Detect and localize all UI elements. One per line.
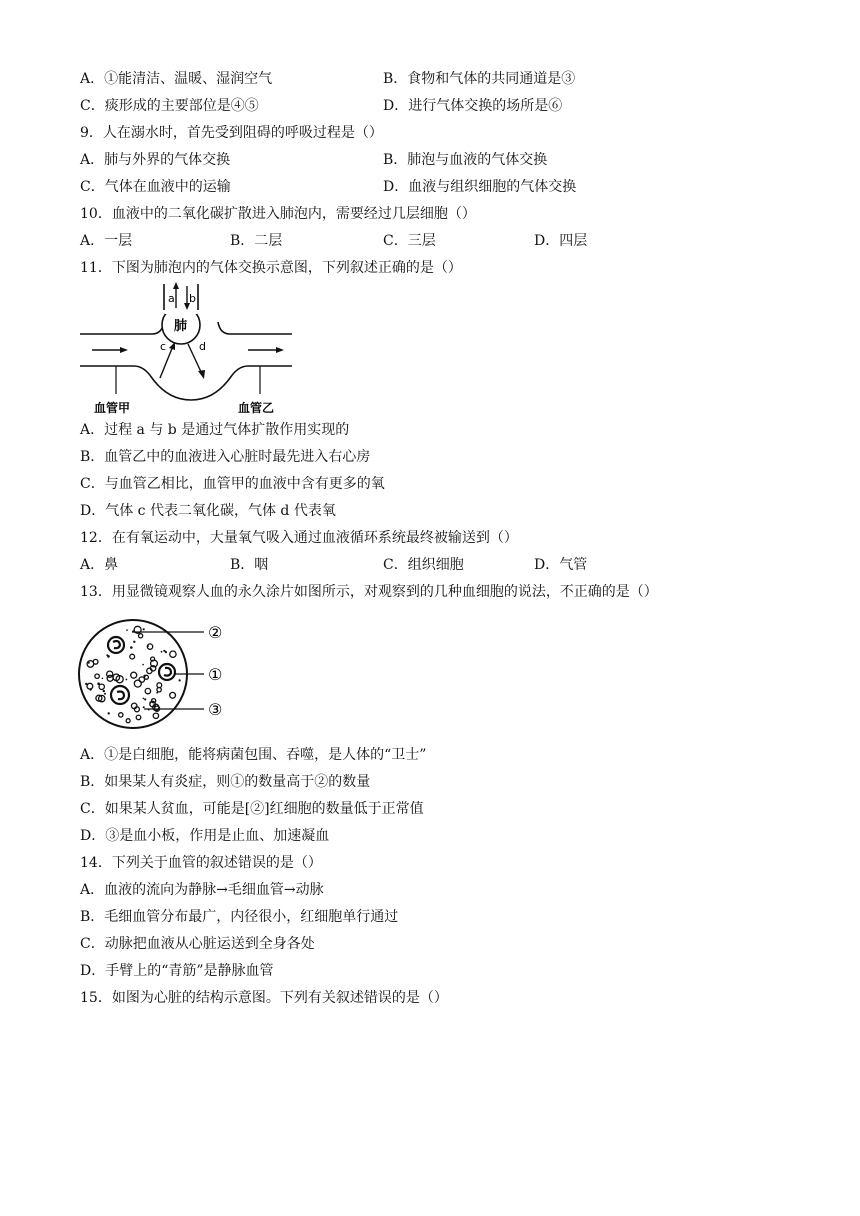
q11-option-b: B．血管乙中的血液进入心脏时最先进入右心房: [80, 449, 371, 465]
q10-option-a: A．一层: [80, 233, 133, 249]
label-lung: 肺: [174, 319, 188, 334]
q10-option-d: D．四层: [534, 233, 588, 249]
label-a: a: [168, 292, 175, 305]
q14-option-b-row: [0, 905, 860, 929]
q14-option-c: C．动脉把血液从心脏运送到全身各处: [80, 936, 315, 952]
q10-stem-row: [0, 202, 860, 226]
q10-option-c: C．三层: [383, 233, 436, 249]
platelet: [144, 698, 146, 700]
q9-stem-row: [0, 121, 860, 145]
label-2: ②: [208, 623, 223, 642]
q13-option-c-row: [0, 797, 860, 821]
platelet: [97, 682, 100, 685]
platelet: [155, 706, 157, 708]
q14-option-d: D．手臂上的“青筋”是静脉血管: [80, 963, 274, 979]
q11-option-d-row: [0, 499, 860, 523]
q9-stem: 9．人在溺水时，首先受到阻碍的呼吸过程是（）: [80, 125, 383, 141]
platelet: [179, 679, 181, 681]
platelet: [103, 690, 105, 692]
q11-option-a: A．过程 a 与 b 是通过气体扩散作用实现的: [80, 422, 350, 438]
label-3: ③: [208, 700, 223, 719]
q9-row-ab: [0, 148, 860, 172]
q11-stem: 11．下图为肺泡内的气体交换示意图，下列叙述正确的是（）: [80, 260, 462, 276]
platelet: [107, 655, 110, 658]
platelet: [143, 706, 145, 708]
platelet: [156, 692, 158, 694]
q12-option-d: D．气管: [534, 557, 588, 573]
q14-option-d-row: [0, 959, 860, 983]
q8-row-cd: [0, 94, 860, 118]
q13-option-a-row: [0, 743, 860, 767]
q11-option-c-row: [0, 472, 860, 496]
q10-stem: 10．血液中的二氧化碳扩散进入肺泡内，需要经过几层细胞（）: [80, 206, 476, 222]
q14-option-b: B．毛细血管分布最广，内径很小，红细胞单行通过: [80, 909, 399, 925]
q13-stem-row: [0, 580, 860, 604]
q14-stem: 14．下列关于血管的叙述错误的是（）: [80, 855, 322, 871]
platelet: [143, 628, 145, 630]
q13-option-a: A．①是白细胞，能将病菌包围、吞噬，是人体的“卫士”: [80, 747, 427, 763]
q11-option-d: D．气体 c 代表二氧化碳，气体 d 代表氧: [80, 503, 336, 519]
label-vessel-b: 血管乙: [238, 401, 275, 415]
q11-option-a-row: [0, 418, 860, 442]
platelet: [143, 675, 145, 677]
q11-option-c: C．与血管乙相比，血管甲的血液中含有更多的氧: [80, 476, 385, 492]
q9-option-b: B．肺泡与血液的气体交换: [383, 152, 548, 168]
q8-option-c: C．痰形成的主要部位是④⑤: [80, 98, 259, 114]
q13-option-b: B．如果某人有炎症，则①的数量高于②的数量: [80, 774, 371, 790]
q13-option-b-row: [0, 770, 860, 794]
q12-option-c: C．组织细胞: [383, 557, 464, 573]
label-d: d: [199, 340, 206, 353]
alveolus-gas-exchange-diagram: [78, 282, 294, 418]
platelet: [126, 679, 128, 681]
q15-stem-row: [0, 986, 860, 1010]
q9-row-cd: [0, 175, 860, 199]
q14-option-a-row: [0, 878, 860, 902]
platelet: [143, 698, 145, 700]
platelet: [90, 688, 92, 690]
blood-smear-diagram: [78, 612, 238, 742]
q13-option-d: D．③是血小板，作用是止血、加速凝血: [80, 828, 330, 844]
q12-stem-row: [0, 526, 860, 550]
platelet: [130, 646, 133, 649]
platelet: [149, 702, 151, 704]
q8-option-a: A．①能清洁、温暖、湿润空气: [80, 71, 273, 87]
platelet: [85, 683, 87, 685]
label-vessel-a: 血管甲: [94, 401, 131, 415]
platelet: [148, 645, 150, 647]
platelet: [108, 712, 110, 714]
q14-stem-row: [0, 851, 860, 875]
q9-option-c: C．气体在血液中的运输: [80, 179, 231, 195]
label-c: c: [160, 340, 167, 353]
label-1: ①: [208, 665, 223, 684]
platelet: [102, 678, 104, 680]
platelet: [88, 662, 90, 664]
q9-option-a: A．肺与外界的气体交换: [80, 152, 231, 168]
q13-option-c: C．如果某人贫血，可能是[②]红细胞的数量低于正常值: [80, 801, 424, 817]
platelet: [126, 629, 128, 631]
q10-option-b: B．二层: [230, 233, 283, 249]
label-b: b: [189, 292, 196, 305]
platelet: [165, 651, 167, 653]
q12-options-row: [0, 553, 860, 577]
q9-option-d: D．血液与组织细胞的气体交换: [383, 179, 577, 195]
platelet: [133, 641, 135, 643]
q15-stem: 15．如图为心脏的结构示意图。下列有关叙述错误的是（）: [80, 990, 448, 1006]
platelet: [161, 651, 163, 653]
platelet: [104, 693, 106, 695]
q8-row-ab: [0, 67, 860, 91]
q13-stem: 13．用显微镜观察人血的永久涂片如图所示，对观察到的几种血细胞的说法，不正确的是（）: [80, 584, 658, 600]
q8-option-b: B．食物和气体的共同通道是③: [383, 71, 576, 87]
q10-options-row: [0, 229, 860, 253]
q8-option-d: D．进行气体交换的场所是⑥: [383, 98, 563, 114]
q12-option-b: B．咽: [230, 557, 269, 573]
q11-option-b-row: [0, 445, 860, 469]
platelet: [142, 664, 144, 666]
q13-option-d-row: [0, 824, 860, 848]
q14-option-a: A．血液的流向为静脉→毛细血管→动脉: [80, 882, 324, 898]
q14-option-c-row: [0, 932, 860, 956]
q11-stem-row: [0, 256, 860, 280]
q12-stem: 12．在有氧运动中，大量氧气吸入通过血液循环系统最终被输送到（）: [80, 530, 518, 546]
q12-option-a: A．鼻: [80, 557, 119, 573]
